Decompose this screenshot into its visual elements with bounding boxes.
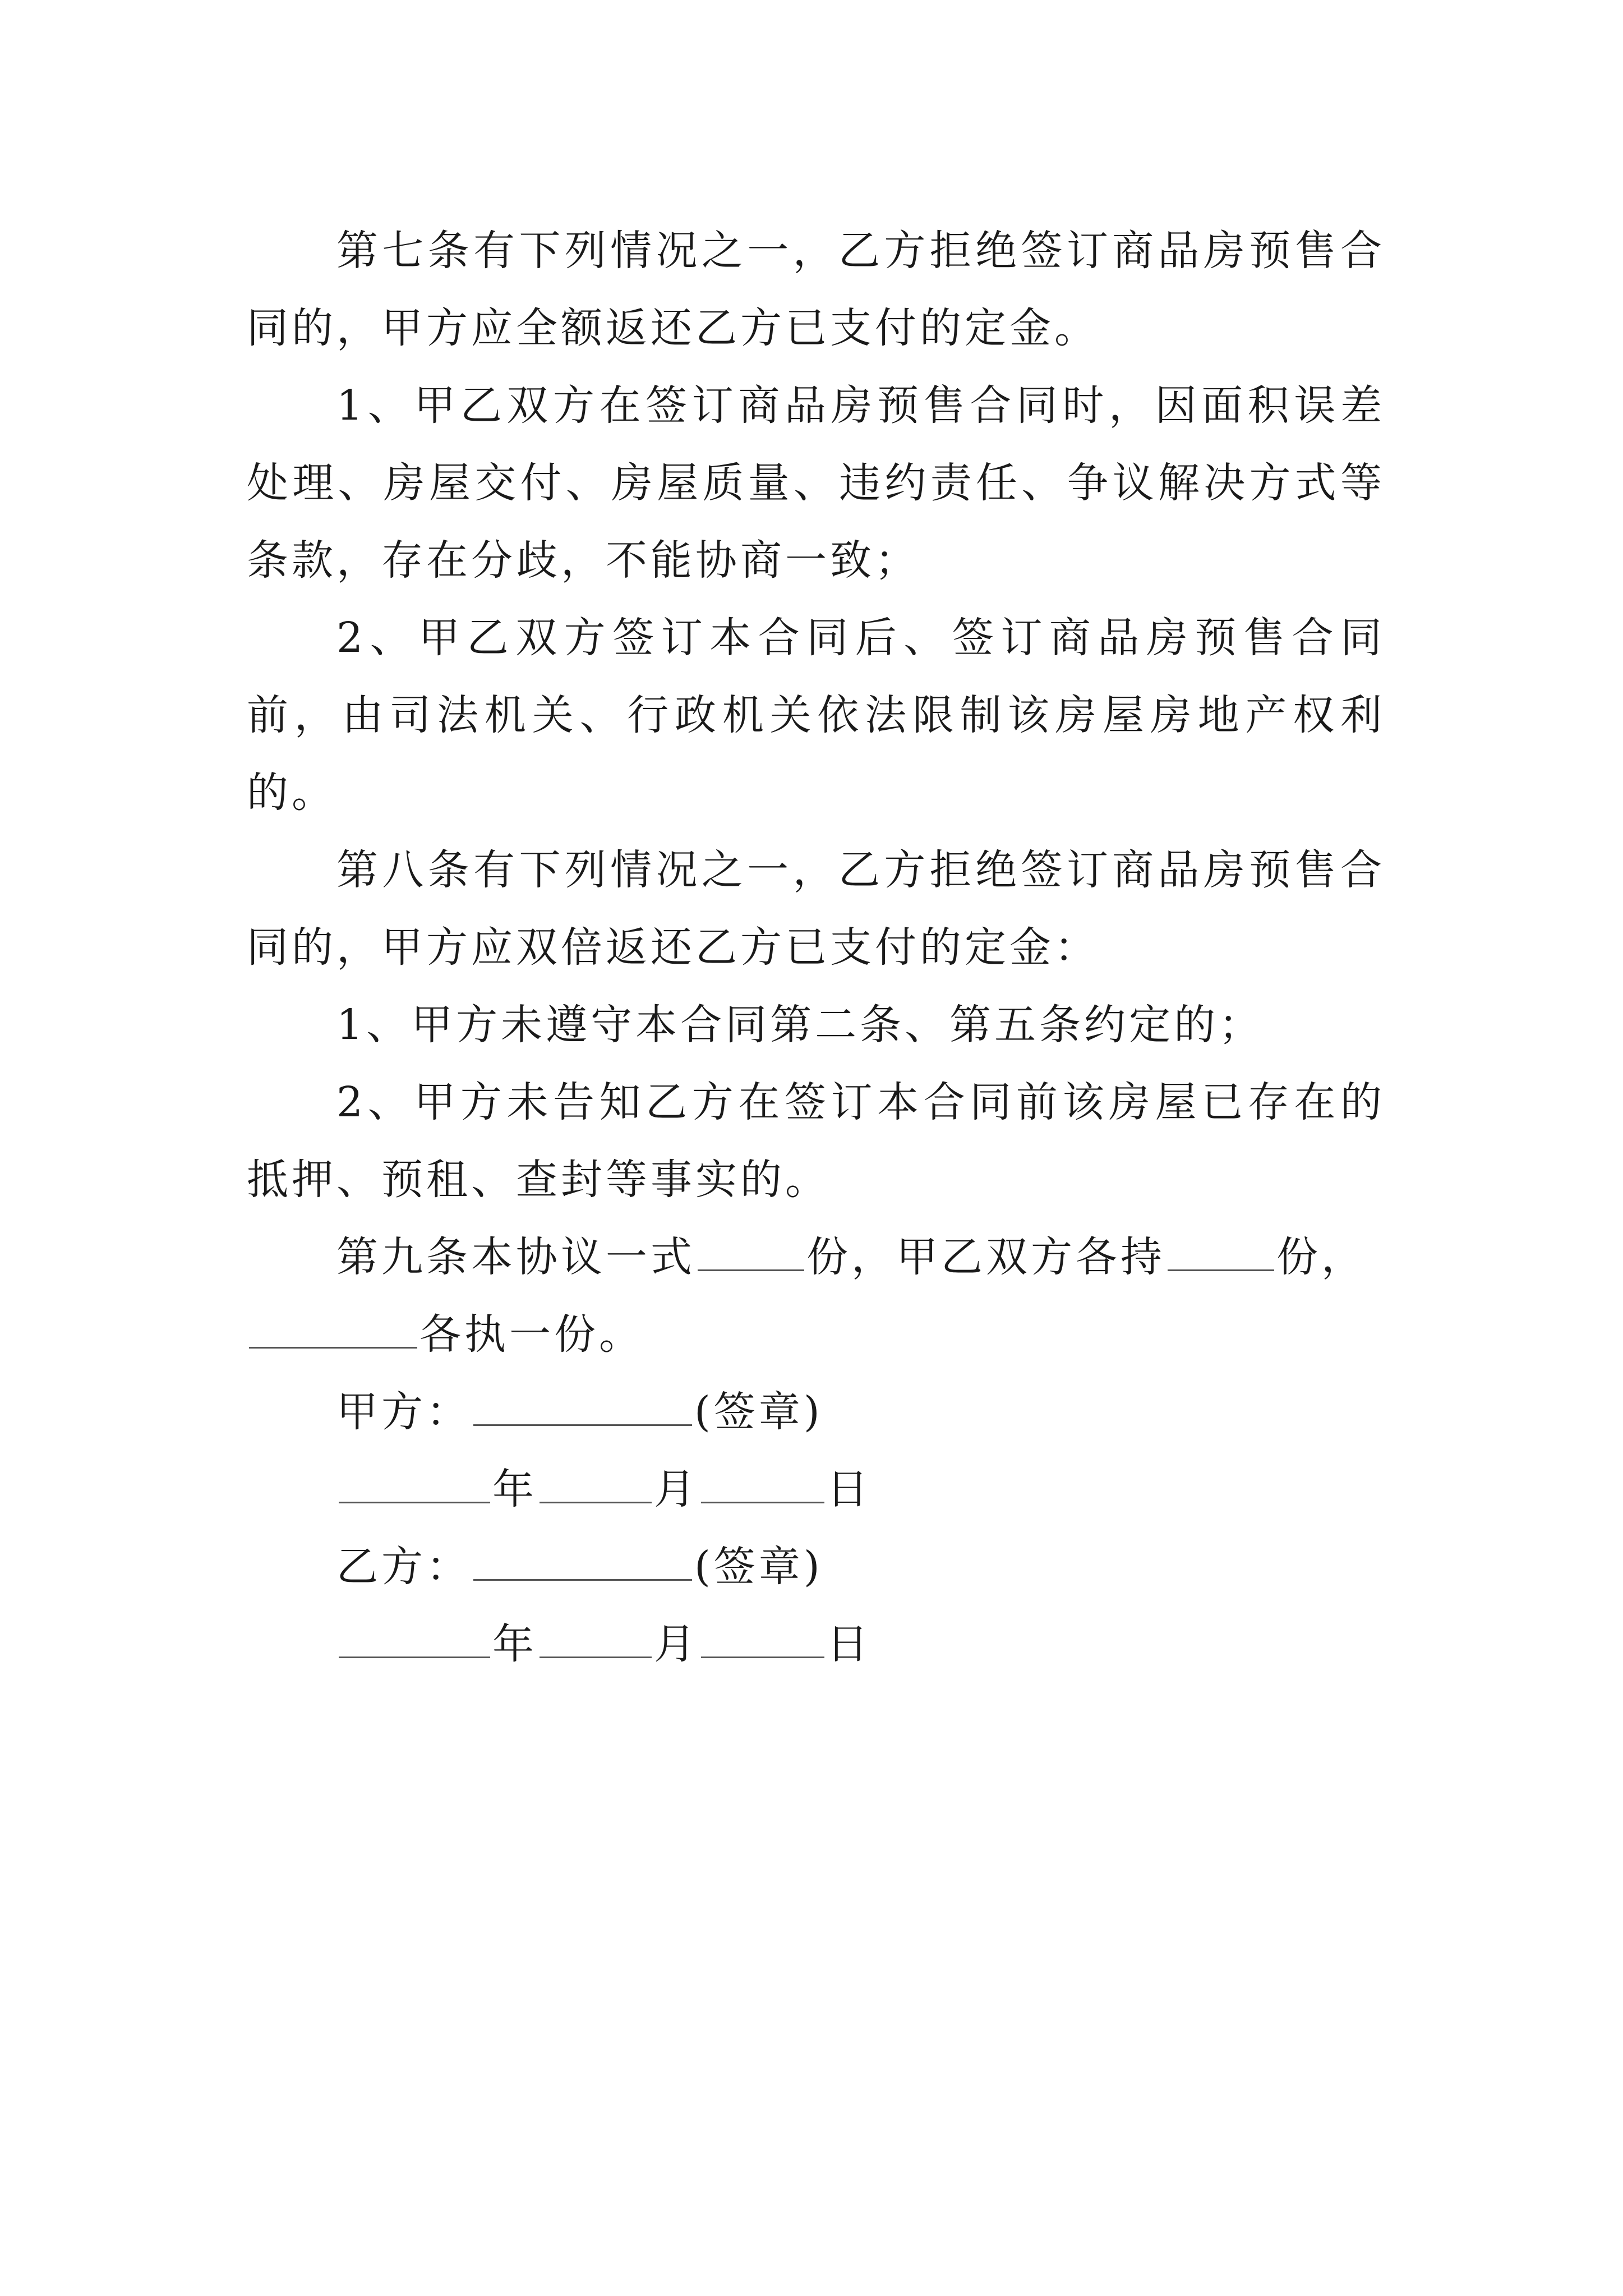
party-a-label: 甲方：	[336, 1388, 471, 1436]
party-a-day-blank	[701, 1460, 824, 1503]
article-7-item-2: 2、甲乙双方签订本合同后、签订商品房预售合同前，由司法机关、行政机关依法限制该房屋房地产权利的。	[247, 614, 1385, 817]
party-b-month-blank	[540, 1615, 652, 1658]
party-b-date-line	[247, 1605, 1385, 1683]
article-8-item-2: 2、甲方未告知乙方在签订本合同前该房屋已存在的抵押、预租、查封等事实的。	[247, 1078, 1385, 1204]
party-a-sign-blank	[473, 1383, 692, 1426]
copies-each-blank	[1168, 1228, 1274, 1271]
document-body	[247, 212, 1385, 1683]
party-b-seal-label: (签章)	[694, 1543, 823, 1591]
party-a-year-blank	[339, 1460, 490, 1503]
holder-blank	[249, 1305, 417, 1349]
party-b-label: 乙方：	[336, 1543, 471, 1591]
article-7-item-1: 1、甲乙双方在签订商品房预售合同时，因面积误差处理、房屋交付、房屋质量、违约责任、争议解决方式等条款，存在分歧，不能协商一致；	[247, 381, 1385, 585]
article-9-part-1: 第九条本协议一式	[336, 1233, 695, 1281]
article-9-part-3: 份，	[1276, 1233, 1366, 1281]
article-9-part-4: 各执一份。	[419, 1310, 644, 1359]
party-b-signature-line	[247, 1528, 1385, 1605]
article-7-intro: 第七条有下列情况之一，乙方拒绝签订商品房预售合同的，甲方应全额返还乙方已支付的定金。	[247, 227, 1385, 352]
party-a-year-label: 年	[492, 1465, 537, 1513]
article-9-line-2	[247, 1296, 1385, 1373]
party-a-date-line	[247, 1451, 1385, 1528]
party-b-year-label: 年	[492, 1620, 537, 1668]
party-b-day-label: 日	[827, 1620, 872, 1668]
article-8-intro: 第八条有下列情况之一，乙方拒绝签订商品房预售合同的，甲方应双倍返还乙方已支付的定金：	[247, 846, 1385, 972]
party-a-seal-label: (签章)	[694, 1388, 823, 1436]
article-8-item-1: 1、甲方未遵守本合同第二条、第五条约定的；	[336, 1001, 1264, 1049]
party-b-day-blank	[701, 1615, 824, 1658]
party-b-month-label: 月	[654, 1620, 699, 1668]
party-b-sign-blank	[473, 1538, 692, 1581]
copies-total-blank	[698, 1228, 804, 1271]
party-a-month-label: 月	[654, 1465, 699, 1513]
party-a-month-blank	[540, 1460, 652, 1503]
party-a-day-label: 日	[827, 1465, 872, 1513]
article-9-line-1	[247, 1218, 1385, 1296]
party-a-signature-line	[247, 1373, 1385, 1451]
party-b-year-blank	[339, 1615, 490, 1658]
article-9-part-2: 份，甲乙双方各持	[806, 1233, 1165, 1281]
